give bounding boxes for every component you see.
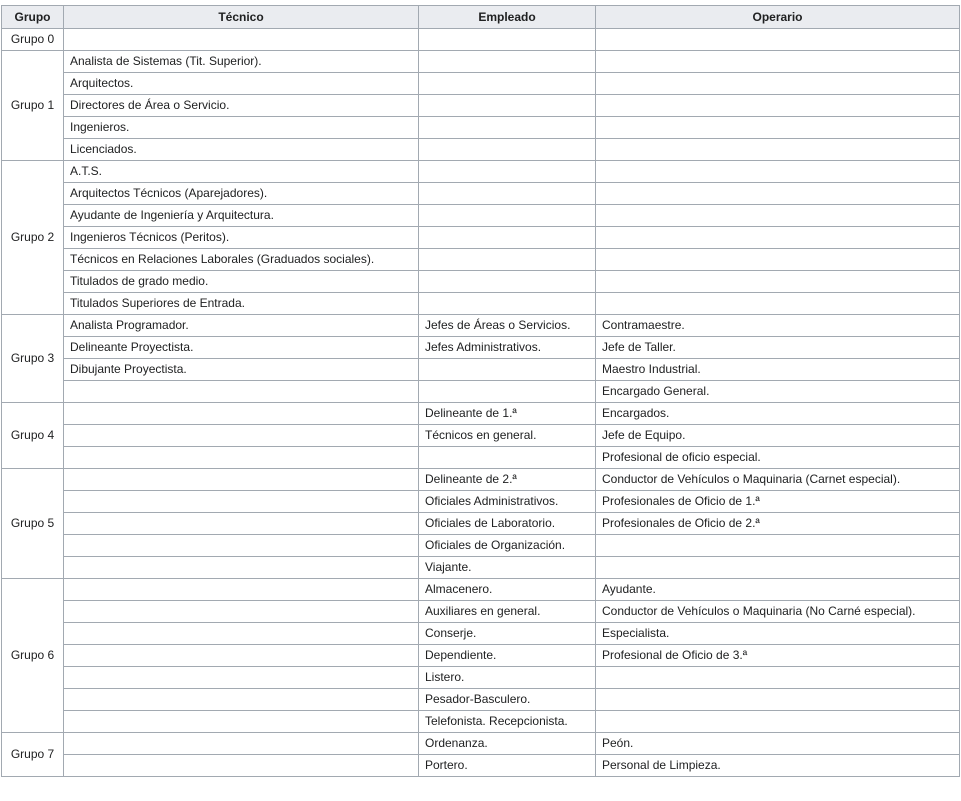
table-row <box>2 469 960 491</box>
empleado-cell: Jefes Administrativos. <box>419 337 596 359</box>
empleado-cell <box>419 161 596 183</box>
empleado-cell: Dependiente. <box>419 645 596 667</box>
table-row <box>2 513 960 535</box>
tecnico-cell <box>64 491 419 513</box>
empleado-cell <box>419 447 596 469</box>
tecnico-cell: Ayudante de Ingeniería y Arquitectura. <box>64 205 419 227</box>
table-row <box>2 623 960 645</box>
empleado-cell: Delineante de 1.ª <box>419 403 596 425</box>
table-row <box>2 733 960 755</box>
professional-groups-table <box>1 5 960 777</box>
operario-cell: Ayudante. <box>596 579 960 601</box>
table-row <box>2 161 960 183</box>
tecnico-cell <box>64 29 419 51</box>
tecnico-cell: A.T.S. <box>64 161 419 183</box>
tecnico-cell <box>64 557 419 579</box>
tecnico-cell <box>64 733 419 755</box>
tecnico-cell: Arquitectos. <box>64 73 419 95</box>
table-row <box>2 755 960 777</box>
table-row <box>2 117 960 139</box>
group-label-cell: Grupo 1 <box>2 51 64 161</box>
operario-cell <box>596 29 960 51</box>
empleado-cell <box>419 29 596 51</box>
table-body <box>2 29 960 777</box>
table-row <box>2 95 960 117</box>
group-label-cell: Grupo 7 <box>2 733 64 777</box>
tecnico-cell <box>64 535 419 557</box>
tecnico-cell: Analista de Sistemas (Tit. Superior). <box>64 51 419 73</box>
operario-cell: Encargado General. <box>596 381 960 403</box>
tecnico-cell <box>64 447 419 469</box>
table-row <box>2 51 960 73</box>
group-label-cell: Grupo 5 <box>2 469 64 579</box>
operario-cell: Personal de Limpieza. <box>596 755 960 777</box>
empleado-cell <box>419 117 596 139</box>
tecnico-cell: Ingenieros Técnicos (Peritos). <box>64 227 419 249</box>
operario-cell: Peón. <box>596 733 960 755</box>
empleado-cell: Oficiales de Laboratorio. <box>419 513 596 535</box>
table-row <box>2 29 960 51</box>
operario-cell: Jefe de Equipo. <box>596 425 960 447</box>
empleado-cell <box>419 205 596 227</box>
operario-cell: Profesionales de Oficio de 2.ª <box>596 513 960 535</box>
empleado-cell: Pesador-Basculero. <box>419 689 596 711</box>
table-row <box>2 403 960 425</box>
operario-cell: Conductor de Vehículos o Maquinaria (No Carné especial). <box>596 601 960 623</box>
operario-cell: Profesional de Oficio de 3.ª <box>596 645 960 667</box>
empleado-cell: Oficiales Administrativos. <box>419 491 596 513</box>
tecnico-cell: Titulados de grado medio. <box>64 271 419 293</box>
table-row <box>2 293 960 315</box>
tecnico-cell <box>64 623 419 645</box>
empleado-cell: Auxiliares en general. <box>419 601 596 623</box>
group-label-cell: Grupo 2 <box>2 161 64 315</box>
table-row <box>2 139 960 161</box>
operario-cell: Profesionales de Oficio de 1.ª <box>596 491 960 513</box>
tecnico-cell <box>64 667 419 689</box>
tecnico-cell: Analista Programador. <box>64 315 419 337</box>
tecnico-cell <box>64 403 419 425</box>
table-row <box>2 425 960 447</box>
group-label-cell: Grupo 0 <box>2 29 64 51</box>
operario-cell <box>596 117 960 139</box>
tecnico-cell <box>64 469 419 491</box>
table-row <box>2 535 960 557</box>
table-row <box>2 359 960 381</box>
tecnico-cell <box>64 645 419 667</box>
tecnico-cell: Dibujante Proyectista. <box>64 359 419 381</box>
operario-cell <box>596 73 960 95</box>
empleado-cell: Conserje. <box>419 623 596 645</box>
empleado-cell: Delineante de 2.ª <box>419 469 596 491</box>
table-row <box>2 73 960 95</box>
table-row <box>2 667 960 689</box>
operario-cell <box>596 667 960 689</box>
header-tecnico[interactable]: Técnico <box>64 6 419 29</box>
tecnico-cell <box>64 381 419 403</box>
empleado-cell: Jefes de Áreas o Servicios. <box>419 315 596 337</box>
operario-cell <box>596 183 960 205</box>
tecnico-cell <box>64 579 419 601</box>
table-row <box>2 205 960 227</box>
group-label-cell: Grupo 3 <box>2 315 64 403</box>
header-grupo[interactable]: Grupo <box>2 6 64 29</box>
tecnico-cell <box>64 755 419 777</box>
operario-cell <box>596 535 960 557</box>
tecnico-cell <box>64 601 419 623</box>
empleado-cell: Técnicos en general. <box>419 425 596 447</box>
tecnico-cell <box>64 425 419 447</box>
table-row <box>2 689 960 711</box>
tecnico-cell: Arquitectos Técnicos (Aparejadores). <box>64 183 419 205</box>
empleado-cell <box>419 271 596 293</box>
empleado-cell <box>419 51 596 73</box>
empleado-cell <box>419 359 596 381</box>
table-row <box>2 601 960 623</box>
tecnico-cell: Ingenieros. <box>64 117 419 139</box>
group-label-cell: Grupo 6 <box>2 579 64 733</box>
operario-cell <box>596 51 960 73</box>
tecnico-cell <box>64 711 419 733</box>
operario-cell: Profesional de oficio especial. <box>596 447 960 469</box>
empleado-cell <box>419 227 596 249</box>
empleado-cell <box>419 95 596 117</box>
table-row <box>2 645 960 667</box>
empleado-cell <box>419 381 596 403</box>
empleado-cell <box>419 139 596 161</box>
empleado-cell <box>419 183 596 205</box>
empleado-cell: Listero. <box>419 667 596 689</box>
operario-cell: Encargados. <box>596 403 960 425</box>
empleado-cell: Ordenanza. <box>419 733 596 755</box>
table-row <box>2 381 960 403</box>
empleado-cell: Viajante. <box>419 557 596 579</box>
empleado-cell: Oficiales de Organización. <box>419 535 596 557</box>
table-row <box>2 249 960 271</box>
operario-cell <box>596 293 960 315</box>
header-operario[interactable]: Operario <box>596 6 960 29</box>
empleado-cell: Portero. <box>419 755 596 777</box>
operario-cell <box>596 205 960 227</box>
operario-cell <box>596 249 960 271</box>
operario-cell: Conductor de Vehículos o Maquinaria (Carnet especial). <box>596 469 960 491</box>
operario-cell <box>596 689 960 711</box>
operario-cell: Especialista. <box>596 623 960 645</box>
empleado-cell <box>419 73 596 95</box>
operario-cell <box>596 95 960 117</box>
tecnico-cell <box>64 513 419 535</box>
operario-cell: Maestro Industrial. <box>596 359 960 381</box>
tecnico-cell: Directores de Área o Servicio. <box>64 95 419 117</box>
table-row <box>2 183 960 205</box>
header-empleado[interactable]: Empleado <box>419 6 596 29</box>
operario-cell <box>596 139 960 161</box>
empleado-cell: Telefonista. Recepcionista. <box>419 711 596 733</box>
operario-cell <box>596 711 960 733</box>
empleado-cell: Almacenero. <box>419 579 596 601</box>
operario-cell: Jefe de Taller. <box>596 337 960 359</box>
operario-cell <box>596 557 960 579</box>
empleado-cell <box>419 249 596 271</box>
table-row <box>2 227 960 249</box>
table-row <box>2 711 960 733</box>
table-header-row <box>2 6 960 29</box>
table-row <box>2 447 960 469</box>
group-label-cell: Grupo 4 <box>2 403 64 469</box>
operario-cell <box>596 161 960 183</box>
table-row <box>2 271 960 293</box>
table-row <box>2 579 960 601</box>
operario-cell <box>596 271 960 293</box>
table-row <box>2 557 960 579</box>
tecnico-cell: Licenciados. <box>64 139 419 161</box>
tecnico-cell: Técnicos en Relaciones Laborales (Graduados sociales). <box>64 249 419 271</box>
table-row <box>2 315 960 337</box>
tecnico-cell <box>64 689 419 711</box>
operario-cell <box>596 227 960 249</box>
empleado-cell <box>419 293 596 315</box>
table-row <box>2 337 960 359</box>
table-row <box>2 491 960 513</box>
tecnico-cell: Titulados Superiores de Entrada. <box>64 293 419 315</box>
tecnico-cell: Delineante Proyectista. <box>64 337 419 359</box>
operario-cell: Contramaestre. <box>596 315 960 337</box>
